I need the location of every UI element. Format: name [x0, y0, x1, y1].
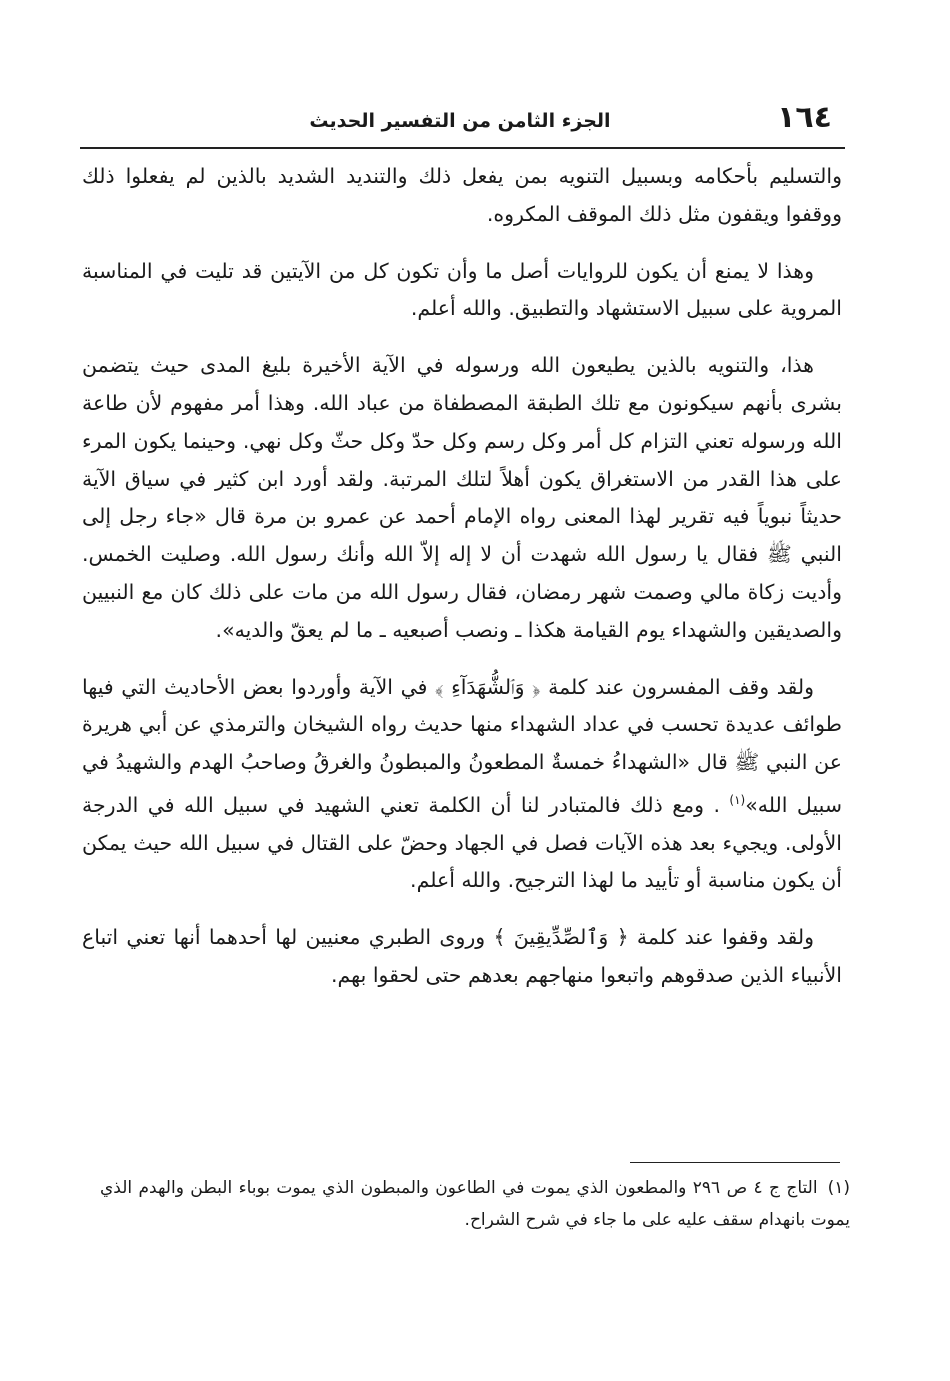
page-number: ١٦٤ — [777, 100, 832, 135]
footnote-rule — [630, 1162, 840, 1163]
paragraph-2: وهذا لا يمنع أن يكون للروايات أصل ما وأن تكون كل من الآيتين قد تليت في المناسبة المروية على سبيل الاستشهاد والتطبيق. والله أعلم. — [82, 258, 842, 321]
paragraph-5: ولقد وقفوا عند كلمة ﴿ وَٱلصِّدِّيقِينَ ﴾ وروى الطبري معنيين لها أحدهما أنها تعني اتباع الأنبياء الذين صدقوهم واتبعوا منهاجهم بعدهم حتى لحقوا بهم. — [82, 925, 842, 987]
header-rule — [80, 147, 845, 149]
footnotes — [100, 1172, 850, 1236]
footnote-1 — [100, 1172, 850, 1236]
paragraph-1: والتسليم بأحكامه وبسبيل التنويه بمن يفعل ذلك والتنديد الشديد بالذين لم يفعلوا ذلك ووقفوا ويقفون مثل ذلك الموقف المكروه. — [82, 164, 842, 226]
paragraph-3: هذا، والتنويه بالذين يطيعون الله ورسوله في الآية الأخيرة بليغ المدى حيث يتضمن بشرى بأنهم سيكونون مع تلك الطبقة المصطفاة من عباد الله. وهذا أمر مفهوم لأن طاعة الله ورسوله تعني التزام كل أمر وكل رسم وكل حدّ وكل حثّ وكل نهي. وحينما يكون المرء على هذا القدر من الاستغراق يكون أهلاً لتلك المرتبة. ولقد أورد ابن كثير في سياق الآية حديثاً نبوياً فيه تقرير لهذا المعنى رواه الإمام أحمد عن عمرو بن مرة قال «جاء رجل إلى النبي ﷺ فقال يا رسول الله شهدت أن لا إله إلاّ الله وأنك رسول الله. وصليت الخمس. وأديت زكاة مالي وصمت شهر رمضان، فقال رسول الله من مات على ذلك كان مع النبيين والصديقين والشهداء يوم القيامة هكذا ـ ونصب أصبعيه ـ ما لم يعقّ والديه». — [82, 353, 842, 642]
running-title: الجزء الثامن من التفسير الحديث — [309, 110, 611, 132]
page-header — [80, 100, 840, 140]
paragraph-4-text: ولقد وقف المفسرون عند كلمة ﴿ وَٱلشُّهَدَآءِ ﴾ في الآية وأوردوا بعض الأحاديث التي فيها طوائف عديدة تحسب في عداد الشهداء منها حديث رواه الشيخان والترمذي عن أبي هريرة عن النبي ﷺ قال «الشهداءُ خمسةٌ المطعونُ والمبطونُ والغرقُ وصاحبُ الهدم والشهيدُ في سبيل الله» — [82, 674, 842, 817]
paragraph-4 — [82, 669, 842, 901]
paragraph-4-continuation: . ومع ذلك فالمتبادر لنا أن الكلمة تعني الشهيد في سبيل الله في الدرجة الأولى. ويجيء بعد هذه الآيات فصل في الجهاد وحضّ على القتال في سبيل الله حيث يمكن أن يكون مناسبة أو تأييد ما لهذا الترجيح. والله أعلم. — [82, 792, 842, 893]
footnote-reference: (١) — [729, 792, 746, 807]
footnote-text: التاج ج ٤ ص ٢٩٦ والمطعون الذي يموت في الطاعون والمبطون الذي يموت بوباء البطن والهدم الذي يموت بانهدام سقف عليه على ما جاء في شرح الشراح. — [100, 1178, 850, 1230]
footnote-marker: (١) — [827, 1178, 851, 1198]
body-text — [82, 158, 842, 1014]
